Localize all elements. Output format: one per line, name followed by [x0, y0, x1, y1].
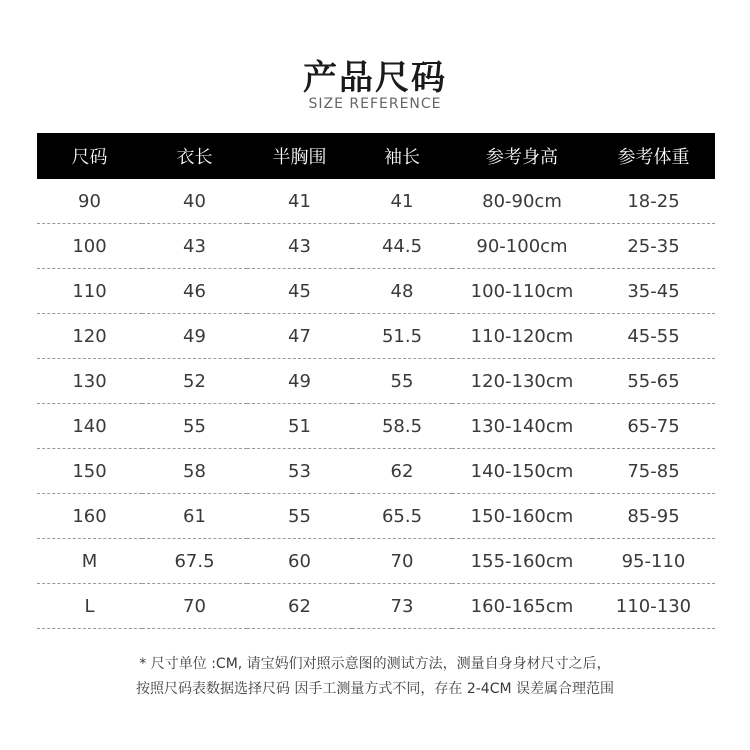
table-row	[37, 539, 715, 584]
table-cell: L	[37, 584, 142, 629]
table-cell: 73	[352, 584, 452, 629]
table-cell: 150-160cm	[452, 494, 592, 539]
table-cell: 52	[142, 359, 247, 404]
table-cell: 40	[142, 179, 247, 224]
table-row	[37, 404, 715, 449]
column-header-length: 衣长	[176, 147, 213, 168]
table-cell: 44.5	[352, 224, 452, 269]
size-table-container	[37, 133, 715, 629]
column-header-ref-height: 参考身高	[486, 147, 558, 168]
table-cell: 41	[352, 179, 452, 224]
table-cell: 150	[37, 449, 142, 494]
table-row	[37, 224, 715, 269]
table-row	[37, 584, 715, 629]
table-cell: 155-160cm	[452, 539, 592, 584]
column-header-half-chest: 半胸围	[272, 147, 327, 168]
table-cell: 110-130	[592, 584, 715, 629]
table-cell: 62	[352, 449, 452, 494]
table-cell: 130	[37, 359, 142, 404]
table-cell: 65.5	[352, 494, 452, 539]
table-cell: 55	[142, 404, 247, 449]
table-cell: 41	[247, 179, 352, 224]
table-cell: 55	[247, 494, 352, 539]
table-cell: 90	[37, 179, 142, 224]
table-cell: 25-35	[592, 224, 715, 269]
table-row	[37, 449, 715, 494]
table-cell: 140	[37, 404, 142, 449]
table-cell: 140-150cm	[452, 449, 592, 494]
table-cell: 75-85	[592, 449, 715, 494]
table-cell: 70	[142, 584, 247, 629]
table-cell: 18-25	[592, 179, 715, 224]
table-cell: 51.5	[352, 314, 452, 359]
table-cell: 45	[247, 269, 352, 314]
table-cell: 43	[142, 224, 247, 269]
table-cell: 100	[37, 224, 142, 269]
table-cell: 160-165cm	[452, 584, 592, 629]
table-cell: 55-65	[592, 359, 715, 404]
table-cell: 61	[142, 494, 247, 539]
size-table	[37, 133, 715, 629]
table-cell: 48	[352, 269, 452, 314]
table-cell: 70	[352, 539, 452, 584]
table-cell: 55	[352, 359, 452, 404]
table-cell: 100-110cm	[452, 269, 592, 314]
table-cell: 120-130cm	[452, 359, 592, 404]
column-header-ref-weight: 参考体重	[617, 147, 690, 168]
table-cell: 49	[247, 359, 352, 404]
table-cell: 62	[247, 584, 352, 629]
column-header-size: 尺码	[71, 147, 108, 168]
table-cell: 90-100cm	[452, 224, 592, 269]
table-cell: 49	[142, 314, 247, 359]
table-cell: 67.5	[142, 539, 247, 584]
page-title: 产品尺码	[303, 58, 447, 98]
table-cell: 85-95	[592, 494, 715, 539]
table-cell: 160	[37, 494, 142, 539]
table-cell: 120	[37, 314, 142, 359]
table-row	[37, 269, 715, 314]
table-cell: 35-45	[592, 269, 715, 314]
table-cell: 53	[247, 449, 352, 494]
table-row	[37, 314, 715, 359]
table-cell: 110	[37, 269, 142, 314]
table-cell: 65-75	[592, 404, 715, 449]
table-row	[37, 359, 715, 404]
measurement-note-line-2: 按照尺码表数据选择尺码 因手工测量方式不同，存在 2-4CM 误差属合理范围	[135, 681, 615, 697]
table-cell: M	[37, 539, 142, 584]
page-subtitle: SIZE REFERENCE	[308, 96, 442, 112]
table-cell: 58.5	[352, 404, 452, 449]
table-cell: 95-110	[592, 539, 715, 584]
table-row	[37, 494, 715, 539]
table-cell: 51	[247, 404, 352, 449]
table-cell: 47	[247, 314, 352, 359]
table-cell: 60	[247, 539, 352, 584]
table-cell: 43	[247, 224, 352, 269]
table-cell: 80-90cm	[452, 179, 592, 224]
table-cell: 110-120cm	[452, 314, 592, 359]
table-header-row	[37, 133, 715, 179]
table-cell: 46	[142, 269, 247, 314]
measurement-note-line-1: * 尺寸单位 :CM, 请宝妈们对照示意图的测试方法，测量自身身材尺寸之后，	[139, 656, 611, 672]
table-cell: 130-140cm	[452, 404, 592, 449]
column-header-sleeve: 袖长	[384, 147, 420, 168]
table-row	[37, 179, 715, 224]
table-cell: 58	[142, 449, 247, 494]
table-cell: 45-55	[592, 314, 715, 359]
